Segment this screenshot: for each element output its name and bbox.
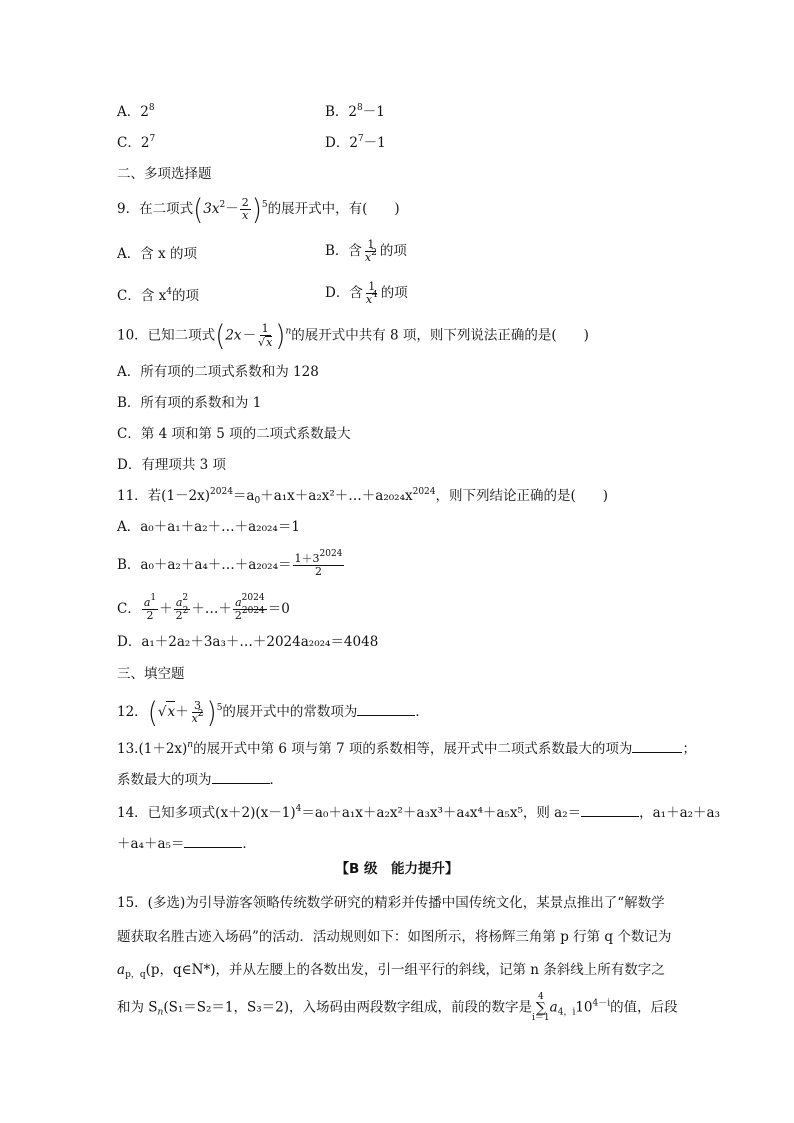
answer-blank[interactable] bbox=[632, 738, 682, 753]
question-10-stem bbox=[117, 319, 589, 353]
q15-a-sub: p，q bbox=[125, 970, 146, 980]
q11-option-d: D．a₁＋2a₂＋3a₃＋…＋2024a₂₀₂₄＝4048 bbox=[117, 634, 379, 650]
fraction-denominator: x bbox=[364, 251, 372, 264]
section-heading-level-b: 【B 级 能力提升】 bbox=[335, 861, 459, 877]
q9-outer-exp: 5 bbox=[261, 200, 268, 210]
option-fraction bbox=[363, 239, 379, 264]
q13-line2-end: ． bbox=[269, 772, 283, 788]
q15-term-sub: 4，i bbox=[557, 1007, 576, 1018]
right-paren: ) bbox=[206, 696, 217, 729]
option-prefix: D．含 bbox=[325, 285, 363, 301]
question-11-stem bbox=[117, 486, 608, 506]
q14-line2: ＋a₄＋a₅＝ bbox=[117, 836, 185, 852]
q10-suffix: 的展开式中共有 8 项，则下列说法正确的是( ) bbox=[291, 327, 589, 344]
fraction-denominator: 2 bbox=[314, 565, 322, 578]
option-prefix: C．含 x bbox=[117, 288, 167, 304]
question-15-line-2: 题获取名胜古迹入场码”的活动．活动规则如下：如图所示，将杨辉三角第 p 行第 q 个数记为 bbox=[117, 929, 672, 945]
option-fraction bbox=[293, 549, 345, 578]
option-rest: －1 bbox=[363, 135, 386, 151]
question-15-line-1: 15．(多选)为引导游客领略传统数学研究的精彩并传播中国传统文化，某景点推出了“解数学 bbox=[117, 895, 665, 911]
option-fraction-3 bbox=[233, 593, 267, 622]
option-prefix: B．含 bbox=[325, 243, 362, 259]
right-paren: ) bbox=[251, 193, 262, 226]
denominator-exp: 4 bbox=[372, 290, 378, 300]
question-9-stem bbox=[117, 193, 400, 226]
q12-plus: ＋ bbox=[175, 704, 189, 720]
q10-option-a: A．所有项的二项式系数和为 128 bbox=[117, 364, 319, 380]
q12-end: ． bbox=[415, 704, 429, 720]
q13-prefix: 13.(1＋2x) bbox=[117, 741, 188, 757]
q11-stem-exp2: 2024 bbox=[412, 487, 436, 497]
q10-outer-exp: n bbox=[285, 326, 292, 337]
summation-sign bbox=[532, 993, 550, 1023]
option-exp: 7 bbox=[149, 134, 156, 144]
q12-outer-exp: 5 bbox=[216, 703, 223, 713]
fraction-denominator: x bbox=[266, 336, 273, 349]
q8-option-d bbox=[325, 133, 386, 153]
fraction-numerator: 2 bbox=[241, 196, 249, 209]
q14-mid: ，a₁＋a₂＋a₃ bbox=[639, 805, 721, 821]
denominator-exp: 2024 bbox=[241, 606, 265, 616]
q10-fraction: $\frac{1}{√x}$ bbox=[258, 322, 273, 349]
q9-term-exp: 2 bbox=[219, 200, 226, 210]
q11-stem-exp: 2024 bbox=[210, 487, 233, 497]
option-base: 2 bbox=[140, 104, 149, 120]
option-suffix: 的项 bbox=[379, 243, 407, 259]
q9-option-d bbox=[325, 281, 408, 306]
question-12-stem: 12．(√x＋ $\frac{3}{x^2}$ )$^5$的展开式中的常数项为 ． bbox=[117, 696, 429, 729]
sigma-symbol: ∑ bbox=[535, 1000, 546, 1016]
denominator-exp: 2 bbox=[197, 709, 204, 719]
option-exp: 8 bbox=[357, 103, 363, 113]
q8-option-b bbox=[325, 102, 385, 122]
q12-prefix: 12． bbox=[117, 704, 148, 720]
answer-blank[interactable] bbox=[581, 802, 639, 817]
q12-fraction bbox=[190, 700, 206, 725]
option-prefix: B．a₀＋a₂＋a₄＋…＋a₂₀₂₄＝ bbox=[117, 557, 292, 573]
option-label: C． bbox=[117, 601, 141, 617]
option-base: 2 bbox=[349, 135, 358, 151]
option-suffix: ＝0 bbox=[267, 601, 290, 617]
q11-stem-start: 11．若(1－2x) bbox=[117, 488, 211, 504]
q11-stem-sub: 0 bbox=[254, 496, 261, 506]
q8-option-a bbox=[117, 102, 155, 122]
q11-stem-rest: ＋a₁x＋a₂x²＋…＋a₂₀₂₄x bbox=[260, 488, 413, 504]
q15-term-tail: 10 bbox=[575, 999, 593, 1016]
option-base: 2 bbox=[140, 135, 150, 151]
left-paren: ( bbox=[193, 193, 204, 226]
option-base: 2 bbox=[348, 104, 358, 120]
fraction-numerator: a bbox=[175, 596, 183, 609]
option-label: A． bbox=[117, 104, 141, 120]
q15-line4-mid: (S₁＝S₂＝1，S₃＝2)，入场码由两段数字组成，前段的数字是 bbox=[163, 999, 533, 1016]
option-label: C． bbox=[117, 135, 141, 151]
fraction-numerator: 1 bbox=[367, 238, 375, 251]
fraction-denominator: 2 bbox=[234, 609, 242, 622]
q13-line2: 系数最大的项为 bbox=[117, 772, 212, 788]
q14-prefix: 14．已知多项式(x＋2)(x－1) bbox=[117, 805, 296, 821]
fraction-denominator: x bbox=[365, 293, 373, 306]
q9-prefix: 9．在二项式 bbox=[117, 201, 194, 217]
left-paren: ( bbox=[215, 319, 226, 353]
fraction-denominator: 2 bbox=[175, 609, 183, 622]
q9-option-c bbox=[117, 286, 199, 306]
option-fraction bbox=[364, 281, 380, 306]
q11-option-b bbox=[117, 549, 345, 578]
q15-term: a bbox=[549, 999, 558, 1016]
denominator-exp: 2 bbox=[182, 606, 189, 616]
q15-s-sub: n bbox=[157, 1007, 164, 1018]
q10-term: 2x－ bbox=[225, 327, 256, 344]
q8-option-c bbox=[117, 133, 155, 153]
option-mid: ＋…＋ bbox=[191, 601, 232, 617]
question-14-line-2 bbox=[117, 833, 256, 854]
option-exp: 7 bbox=[357, 134, 364, 144]
q12-sqrt: x bbox=[166, 701, 175, 722]
fraction-numerator: 1 bbox=[368, 280, 376, 293]
q10-option-c: C．第 4 项和第 5 项的二项式系数最大 bbox=[117, 426, 351, 442]
q15-line3-rest: (p，q∈N*)，并从左腰上的各数出发，引一组平行的斜线，记第 n 条斜线上所有数字之 bbox=[145, 962, 665, 978]
question-13-line-2 bbox=[117, 769, 283, 790]
q15-s: 和为 S bbox=[117, 999, 158, 1016]
question-15-line-4 bbox=[117, 993, 678, 1023]
numerator-exp: 2024 bbox=[319, 549, 343, 559]
numerator-exp: 2024 bbox=[241, 593, 265, 603]
q9-suffix: 的展开式中，有( ) bbox=[267, 201, 400, 217]
q13-rest: 的展开式中第 6 项与第 7 项的系数相等，展开式中二项式系数最大的项为 bbox=[193, 741, 633, 757]
fraction-denominator: 2 bbox=[146, 609, 154, 622]
right-paren: ) bbox=[275, 319, 286, 353]
option-exp: 8 bbox=[148, 103, 155, 113]
option-suffix: 的项 bbox=[380, 285, 408, 301]
q13-end: ； bbox=[682, 741, 696, 757]
q10-prefix: 10．已知二项式 bbox=[117, 327, 216, 344]
question-15-line-3 bbox=[117, 960, 665, 980]
answer-blank[interactable] bbox=[212, 769, 270, 784]
fraction-denominator: x bbox=[242, 209, 249, 222]
option-exp: 4 bbox=[166, 287, 172, 297]
question-13-line-1 bbox=[117, 738, 696, 759]
q9-term: 3x bbox=[203, 201, 220, 217]
q15-a: a bbox=[117, 962, 126, 978]
q11-stem-suffix: ，则下列结论正确的是( ) bbox=[435, 488, 609, 504]
q9-minus: － bbox=[225, 201, 239, 217]
section-heading-fill-in: 三、填空题 bbox=[117, 666, 185, 682]
q10-option-b: B．所有项的系数和为 1 bbox=[117, 395, 262, 411]
section-heading-multiple-choice: 二、多项选择题 bbox=[117, 166, 212, 182]
q11-option-c: C． $\frac{a^1}{2}$ ＋ $\frac{a^2}{2^2}$ ＋…＋ $\frac{a^{2024}}{2^{2024}}$ ＝0 bbox=[117, 593, 290, 622]
question-14-line-1 bbox=[117, 802, 720, 823]
sigma-lower: i＝1 bbox=[532, 1013, 550, 1023]
q11-stem-mid: ＝a bbox=[232, 488, 255, 504]
numerator-exp: 1 bbox=[150, 593, 157, 603]
q10-option-d: D．有理项共 3 项 bbox=[117, 457, 226, 473]
sigma-upper: 4 bbox=[537, 992, 544, 1002]
option-label: B． bbox=[325, 104, 349, 120]
fraction-numerator: 3 bbox=[194, 699, 202, 712]
option-fraction-2 bbox=[174, 593, 191, 622]
q9-fraction bbox=[240, 197, 251, 222]
q9-option-b bbox=[325, 239, 407, 264]
answer-blank[interactable] bbox=[184, 833, 242, 848]
option-fraction-1 bbox=[142, 593, 158, 622]
fraction-numerator: 1＋3 bbox=[294, 552, 320, 565]
q11-option-a: A．a₀＋a₁＋a₂＋…＋a₂₀₂₄＝1 bbox=[117, 519, 300, 535]
fraction-numerator: a bbox=[143, 596, 151, 609]
q15-term-exp: 4－i bbox=[592, 998, 611, 1009]
fraction-numerator: 1 bbox=[261, 322, 269, 335]
option-rest: －1 bbox=[362, 104, 385, 120]
left-paren: ( bbox=[147, 696, 158, 729]
q9-option-a: A．含 x 的项 bbox=[117, 246, 197, 262]
option-label: D． bbox=[325, 135, 350, 151]
q14-rest: ＝a₀＋a₁x＋a₂x²＋a₃x³＋a₄x⁴＋a₅x⁵，则 a₂＝ bbox=[301, 805, 582, 821]
q14-exp: 4 bbox=[295, 804, 302, 814]
answer-blank[interactable] bbox=[357, 701, 415, 716]
option-suffix: 的项 bbox=[171, 288, 199, 304]
fraction-numerator: a bbox=[235, 596, 242, 609]
q13-exp: n bbox=[187, 740, 194, 750]
fraction-denominator: x bbox=[191, 712, 198, 725]
q14-line2-end: ． bbox=[242, 836, 256, 852]
q12-suffix: 的展开式中的常数项为 bbox=[222, 704, 358, 720]
numerator-exp: 2 bbox=[182, 593, 189, 603]
denominator-exp: 2 bbox=[371, 248, 377, 258]
q15-line4-suffix: 的值，后段 bbox=[610, 999, 678, 1016]
